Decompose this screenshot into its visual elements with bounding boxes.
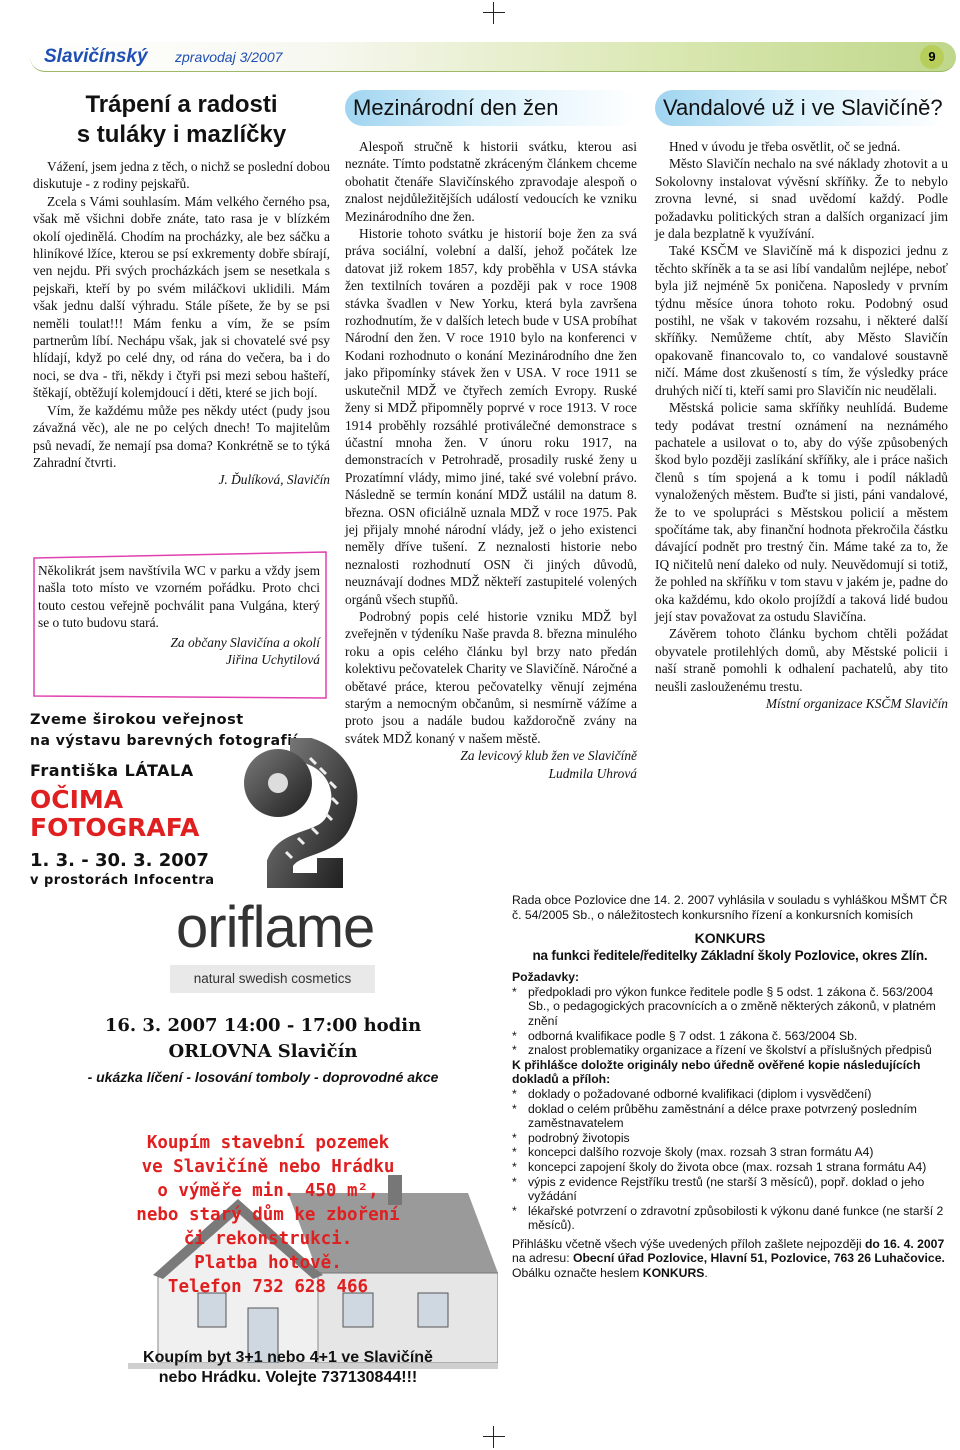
konkurs-docs-list bbox=[512, 1087, 948, 1233]
thanks-note bbox=[30, 548, 330, 700]
konkurs-doc: * výpis z evidence Rejstříku trestů (ne starší 3 měsíců), popř. doklad o jeho vyžádání bbox=[512, 1175, 948, 1204]
article-dogs-paragraph: Zcela s Vámi souhlasím. Mám velkého černého psa, však mě všichni dobře znáte, tato rasa je v blízkém okolí ojedinělá. Chodím na procházky, ale bez sáčku a hliníkové lžíce, kterou se psí exkrementy dobře sbírají, ven nejdu. Při svých procházkách jsem se nesetkala s pejskaři, kteří by po svém miláčkovi uklidili. Mám však jednu další výhradu. Stále píšete, že by se psi neměli toulat!!! Mám fenku a vím, že se psím partnerům líbí. Nechápu však, jak si chovatelé své psy hlídají, když po celé dny, od rána do večera, ba i do noci, se dva - tři, někdy i čtyři psi mezi sebou hašteří, štěkají, obtěžují kolemjdoucí i děti, které se jich bojí. bbox=[33, 193, 330, 401]
article-womens-day bbox=[345, 90, 637, 782]
konkurs-address: Obecní úřad Pozlovice, Hlavní 51, Pozlovice, 763 26 Luhačovice. bbox=[572, 1251, 945, 1266]
flat-ad-line: Koupím byt 3+1 nebo 4+1 ve Slavičíně bbox=[143, 1349, 433, 1366]
article-dogs-title-line1: Trápení a radosti bbox=[85, 91, 278, 118]
land-ad-line: ve Slavičíně nebo Hrádku bbox=[141, 1157, 395, 1177]
newsletter-brand: Slavičínský bbox=[44, 46, 148, 67]
article-womens-day-title: Mezinárodní den žen bbox=[345, 90, 637, 126]
article-dogs-paragraph: Vážení, jsem jedna z těch, o nichž se poslední dobou diskutuje - z rodiny pejskařů. bbox=[33, 159, 330, 192]
article-dogs-title bbox=[33, 90, 330, 150]
expo-title-line2: FOTOGRAFA bbox=[30, 813, 200, 842]
masthead bbox=[30, 42, 956, 72]
thanks-note-signature-line1: Za občany Slavičína a okolí bbox=[170, 634, 320, 650]
konkurs-envelope-word: KONKURS bbox=[642, 1266, 705, 1281]
land-ad-line: Platba hotově. bbox=[194, 1253, 342, 1273]
konkurs-requirement: * předpokladi pro výkon funkce ředitele podle § 5 odst. 1 zákona č. 563/2004 Sb., o pedagogických pracovnících a o změně některých zákonů, v platném znění bbox=[512, 985, 948, 1029]
konkurs-requirements-heading: Požadavky: bbox=[512, 970, 580, 985]
konkurs-notice bbox=[512, 893, 948, 1400]
land-ad-line: o výměře min. 450 m², bbox=[157, 1181, 379, 1201]
konkurs-title: KONKURS bbox=[694, 930, 766, 947]
flat-ad-line: nebo Hrádku. Volejte 737130844!!! bbox=[158, 1369, 418, 1386]
expo-dates: 1. 3. - 30. 3. 2007 bbox=[30, 850, 209, 871]
expo-photographer-name: Františka LÁTALA bbox=[30, 761, 194, 780]
konkurs-doc: * doklad o celém průběhu zaměstnání a délce praxe potvrzený posledním zaměstnavatelem bbox=[512, 1102, 948, 1131]
page-number-badge: 9 bbox=[920, 45, 944, 69]
konkurs-doc: * doklady o požadované odborné kvalifikaci (diplom i vysvědčení) bbox=[512, 1087, 948, 1102]
konkurs-deadline-text: Přihlášku včetně všech výše uvedených příloh zašlete nejpozději bbox=[512, 1236, 862, 1251]
film-reel-icon bbox=[220, 738, 360, 888]
konkurs-doc: * koncepci dalšího rozvoje školy (max. rozsah 3 stran formátu A4) bbox=[512, 1145, 948, 1160]
konkurs-requirement: * odborná kvalifikace podle § 7 odst. 1 zákona č. 563/2004 Sb. bbox=[512, 1029, 948, 1044]
photo-exhibition-ad bbox=[30, 710, 340, 888]
land-ad-line: či rekonstrukci. bbox=[183, 1229, 353, 1249]
land-ad-line: Koupím stavební pozemek bbox=[146, 1133, 390, 1153]
article-vandals-paragraph: Město Slavičín nechalo na své náklady zhotovit a u Sokolovny instalovat vývěsní skříňky. Že to nebylo zrovna levné, si snad uvědomí každý. Podle požadavku politických stran a dalších organizací jim je dala bezplatně k využívání. bbox=[655, 156, 948, 242]
thanks-note-signature-line2: Jiřina Uchytilová bbox=[225, 652, 320, 668]
article-vandals-paragraph: Hned v úvodu je třeba osvětlit, oč se jedná. bbox=[669, 139, 901, 154]
article-dogs-title-line2: s tuláky i mazlíčky bbox=[76, 121, 287, 148]
konkurs-requirements-list bbox=[512, 985, 948, 1058]
article-vandals-title: Vandalové už i ve Slavičíně? bbox=[655, 90, 948, 126]
konkurs-subtitle: na funkci ředitele/ředitelky Základní školy Pozlovice, okres Zlín. bbox=[532, 948, 928, 964]
konkurs-deadline-suffix: na adresu: bbox=[512, 1251, 570, 1266]
konkurs-intro: Rada obce Pozlovice dne 14. 2. 2007 vyhlásila v souladu s vyhláškou MŠMT ČR č. 54/2005 Sb., o náležitostech konkursního řízení a konkursních komisích bbox=[512, 893, 948, 922]
konkurs-doc: * podrobný životopis bbox=[512, 1131, 948, 1146]
expo-invite-line2: na výstavu barevných fotografií bbox=[30, 733, 298, 749]
article-dogs bbox=[33, 90, 330, 489]
article-dogs-signature: J. Ďulíková, Slavičín bbox=[218, 472, 330, 488]
article-vandals-paragraph: Závěrem tohoto článku bychom chtěli požádat obyvatele protilehlých domů, aby Městské policii i naší straně pomohli k odhalení pachatelů, aby tito neušli zaslouženému trestu. bbox=[655, 626, 948, 694]
article-womens-day-paragraph: Alespoň stručně k historii svátku, kterou asi neznáte. Tímto podstatně zkráceným článkem chceme obohatit čtenáře Slavičínského zpravodaje alespoň o znalost nejdůležitějších událostí vedoucích ke vzniku Mezinárodního dne žen. bbox=[345, 139, 637, 224]
crop-mark-top bbox=[483, 2, 505, 24]
article-vandals-signature: Místní organizace KSČM Slavičín bbox=[765, 696, 948, 711]
land-ad-phone: Telefon 732 628 466 bbox=[167, 1277, 369, 1297]
konkurs-deadline-date: do 16. 4. 2007 bbox=[864, 1236, 945, 1251]
land-wanted-ad bbox=[88, 1131, 448, 1299]
article-womens-day-paragraph: Historie tohoto svátku je historií boje žen za svá práva sociální, volební a další, jehož počátek lze datovat již rokem 1857, kdy proběhla v USA stávka žen textilních továren a později pak v roce 1908 stávka švadlen v New Yorku, která byla završena rozhodnutím, že v dalších letech bude v USA probíhat Národní den žen. V roce 1910 bylo na konferenci v Kodani rozhodnuto o konání Mezinárodního dne žen jako připomínky stávek žen v USA. V roce 1911 se uskutečnil MDŽ ve čtyřech zemích Evropy. Ruské ženy si MDŽ připomněly poprvé v roce 1913. V roce 1914 proběhly rozsáhlé protiválečné demonstrace s účastní mnoha žen. V únoru roku 1917, na demonstracích v Petrohradě, prosadily ruské ženy u Prozatímní vlády, mimo jiné, také své volební právo. Následně se termín konání MDŽ ustálil na datum 8. března. OSN oficiálně uznala MDŽ v roce 1975. Pak jej přijaly mnohé národní vlády, jež o jeho existenci neměly dříve tušení. Z neznalosti historie nebo neznalosti rozhodnutí OSN či jiných důvodů, neuznávají dodnes MDŽ někteří zastupitelé volených orgánů všech stupňů. bbox=[345, 226, 637, 607]
article-womens-day-signature-line1: Za levicový klub žen ve Slavičíně bbox=[460, 748, 637, 764]
oriflame-tagline: natural swedish cosmetics bbox=[170, 965, 375, 993]
article-vandals bbox=[655, 90, 948, 712]
article-vandals-paragraph: Také KSČM ve Slavičíně má k dispozici jednu z těchto skříněk a ta se asi líbí vandalům nejlépe, neboť byla již nejméně 5x poničena. Naposledy v prvním týdnu měsíce února tohoto roku. Podobný osud postihl, ne však v takovém rozsahu, i některé další skříňky. Nemůžeme chtít, aby Město Slavičín opakovaně financovalo to, co vandalové soustavně ničí. Máme dost zkušeností s tím, že výsledky práce druhých ničí ti, kteří sami pro Slavičín nic neudělali. bbox=[655, 243, 948, 398]
oriflame-ad bbox=[28, 893, 498, 1400]
konkurs-doc: * lékařské potvrzení o zdravotní způsobilosti k výkonu dané funkce (ne starší 2 měsíců). bbox=[512, 1204, 948, 1233]
oriflame-event-place: ORLOVNA Slavičín bbox=[168, 1041, 358, 1062]
konkurs-doc: * koncepci zapojení školy do života obce (max. rozsah 1 strana formátu A4) bbox=[512, 1160, 948, 1175]
article-womens-day-signature-line2: Ludmila Uhrová bbox=[548, 765, 637, 781]
oriflame-logo: oriflame bbox=[176, 895, 375, 960]
konkurs-envelope-text: Obálku označte heslem bbox=[512, 1266, 640, 1281]
oriflame-event-time: 16. 3. 2007 14:00 - 17:00 hodin bbox=[104, 1015, 422, 1036]
newsletter-issue: zpravodaj 3/2007 bbox=[175, 49, 283, 65]
article-dogs-paragraph: Vím, že každému může pes někdy utéct (pudy jsou závažná věc), ale ne po celých dnech! To majitelům psů nevadí, že nemají psa doma? Konkrétně se to týká Zahradní čtvrti. bbox=[33, 402, 330, 470]
crop-mark-bottom bbox=[483, 1426, 505, 1448]
konkurs-requirement: * znalost problematiky organizace a řízení ve školství a příslušných předpisů bbox=[512, 1043, 948, 1058]
konkurs-envelope-suffix: . bbox=[704, 1266, 708, 1281]
article-vandals-paragraph: Městská policie sama skříňky neuhlídá. Budeme tedy podávat trestní oznámení na neznámého pachatele a usilovat o to, aby do výše způsobených škod bylo později zaslíkání skříňky, ale i práce našich členů s tím spojená a k tomu i podíl nákladů vynaložených městem. Buďte si jisti, páni vandalové, že to ve spolupráci s Městskou policií a městem spočítáme tak, aby finanční hodnota překročila částku dávající podnět pro trestný čin. Máme také za to, že IQ ničitelů není daleko od nuly. Neuvědomují si totiž, že pohled na skříňku v tom stavu v jakém je, padne do oka každému, kdo okolo projíždí a taková lidé budou její stav považovat za ostudu Slavičína. bbox=[655, 400, 948, 624]
expo-place: v prostorách Infocentra bbox=[30, 873, 215, 888]
flat-wanted-ad bbox=[88, 1348, 488, 1388]
konkurs-deadline bbox=[512, 1237, 948, 1281]
konkurs-docs-heading: K přihlášce doložte originály nebo úředně ověřené kopie následujících dokladů a příloh: bbox=[512, 1057, 921, 1087]
oriflame-event-description: - ukázka líčení - losování tomboly - doprovodné akce bbox=[87, 1069, 439, 1085]
thanks-note-text: Několikrát jsem navštívila WC v parku a vždy jsem našla toto místo ve vzorném pořádku. Proto chci touto cestou veřejně pochválit pana Vulgána, který se o tuto budovu stará. bbox=[38, 563, 320, 631]
article-womens-day-paragraph: Podrobný popis celé historie vzniku MDŽ byl zveřejněn v týdeníku Naše pravda 8. března minulého roku a opis celého článku byl brzy nato předán kolektivu pečovatelek Charity ve Slavičíně. Náročné a obětavé práce, kterou pečovatelky věnují zejména starým a nemocným občanům, si nesmírně vážíme a proto jsou a nadále budou každoročně zvány na svátek MDŽ konaný v našem městě. bbox=[345, 608, 637, 746]
expo-invite-line1: Zveme širokou veřejnost bbox=[30, 712, 244, 728]
land-ad-line: nebo starý dům ke zboření bbox=[136, 1205, 400, 1225]
expo-title-line1: OČIMA bbox=[30, 785, 124, 814]
